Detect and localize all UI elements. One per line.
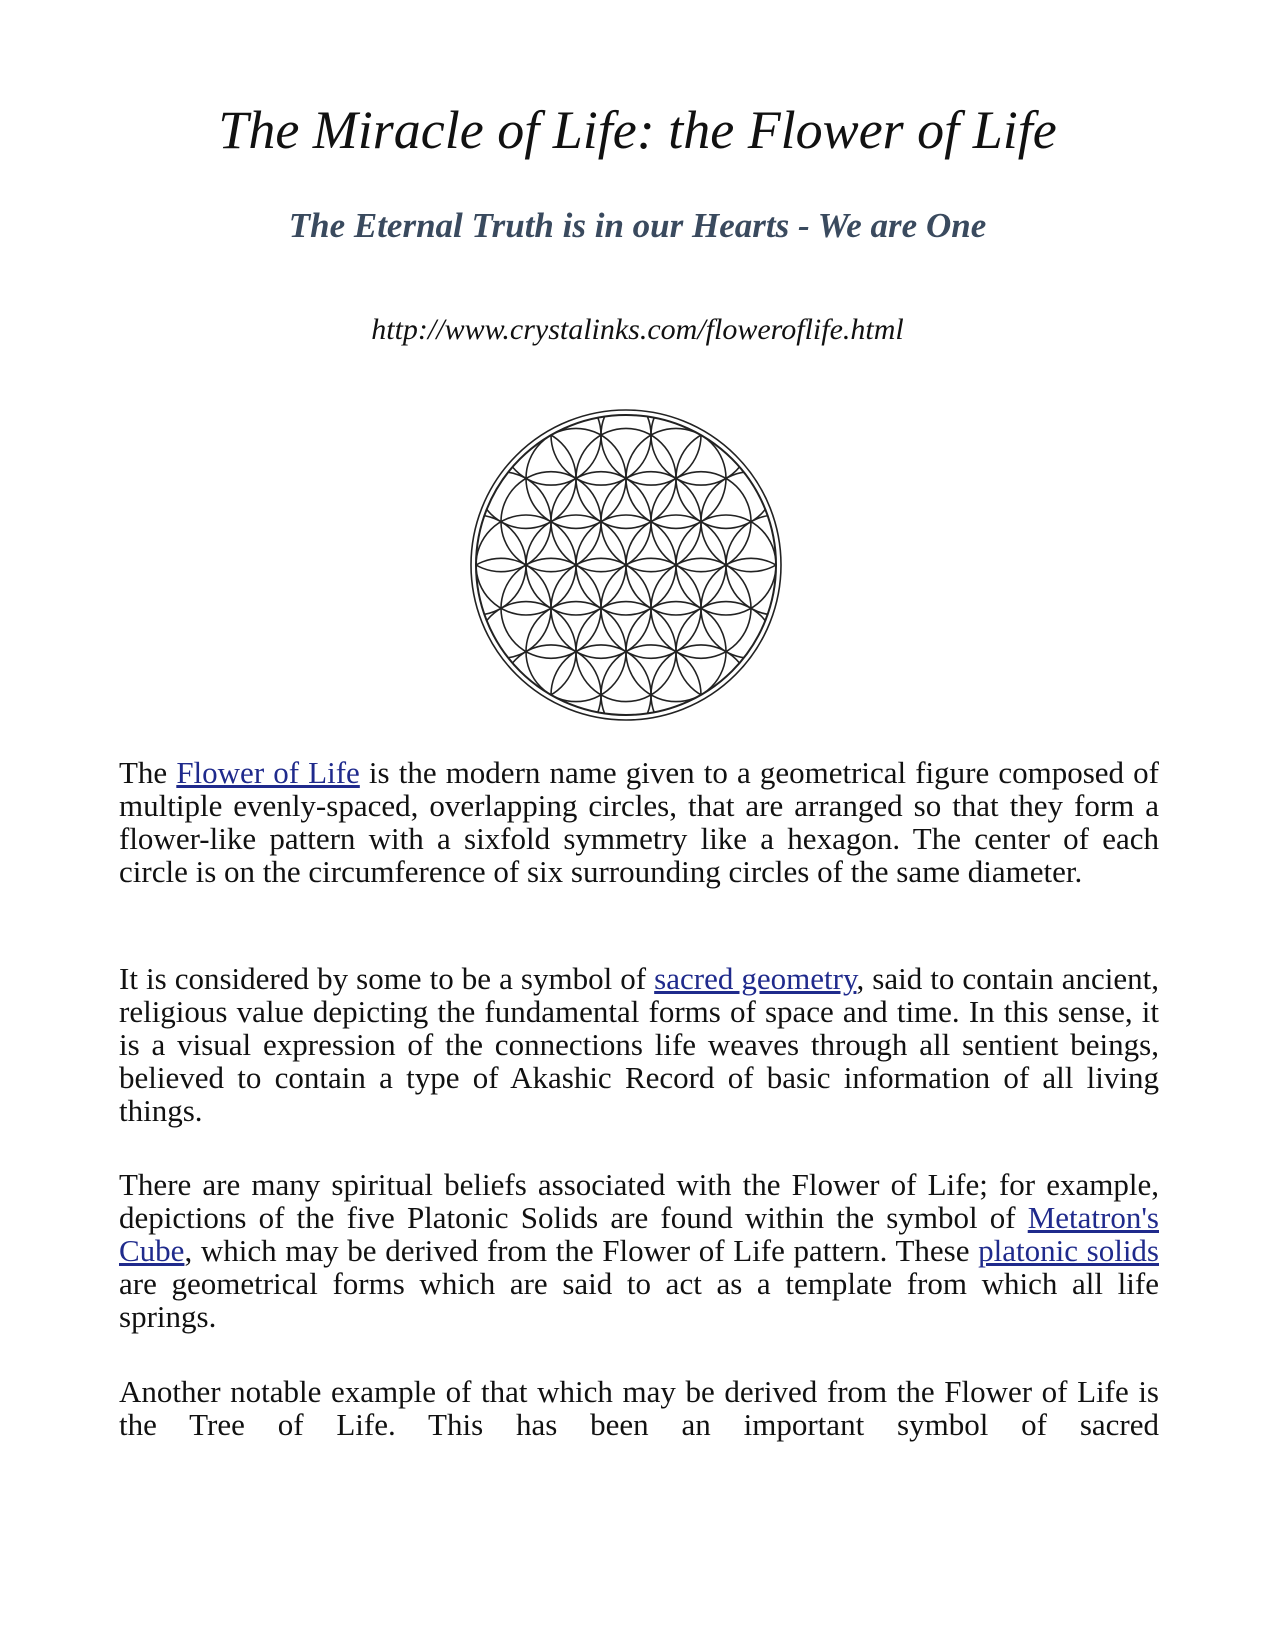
paragraph-text: Another notable example of that which may be derived from the Flower of Life is the Tree of Life. This has been an important symbol of sacred <box>119 1374 1159 1442</box>
page-title: The Miracle of Life: the Flower of Life <box>218 100 1057 160</box>
flower-circle <box>701 558 786 658</box>
paragraph-text: There are many spiritual beliefs associated with the Flower of Life; for example, depictions of the five Platonic Solids are found within the symbol of <box>119 1167 1159 1235</box>
paragraph-text: The <box>119 755 177 790</box>
flower-circle <box>651 405 751 485</box>
flower-circle <box>466 558 551 658</box>
paragraph-text: , said to contain ancient, religious value depicting the fundamental forms of space and time. In this sense, it is a visual expression of the connections life weaves through all sentient beings, believed to contain a type of Akashic Record of basic information of all living things. <box>119 961 1159 1128</box>
paragraph-text: , which may be derived from the Flower of Life pattern. These <box>184 1233 979 1268</box>
metatrons-cube-link[interactable]: Metatron's Cube <box>119 1200 1159 1268</box>
page-subtitle: The Eternal Truth is in our Hearts - We are One <box>288 206 987 245</box>
flower-circle <box>701 472 786 572</box>
paragraph-text: It is considered by some to be a symbol of <box>119 961 655 996</box>
flower-circle <box>501 405 601 485</box>
flower-of-life-icon <box>466 405 786 725</box>
source-url: http://www.crystalinks.com/floweroflife.html <box>371 313 904 346</box>
paragraph-text: are geometrical forms which are said to act as a template from which all life springs. <box>119 1266 1159 1334</box>
paragraph-1 <box>119 756 1159 888</box>
flower-circle <box>466 472 551 572</box>
platonic-solids-link[interactable]: platonic solids <box>978 1233 1159 1268</box>
paragraph-3 <box>119 1168 1159 1333</box>
paragraph-4 <box>119 1375 1159 1441</box>
flower-circle <box>501 645 601 725</box>
paragraph-2 <box>119 962 1159 1127</box>
sacred-geometry-link[interactable]: sacred geometry <box>654 961 857 996</box>
flower-circle <box>651 645 751 725</box>
flower-of-life-link[interactable]: Flower of Life <box>176 755 360 790</box>
paragraph-text: is the modern name given to a geometrical figure composed of multiple evenly-spaced, overlapping circles, that are arranged so that they form a flower-like pattern with a sixfold symmetry like a hexagon. The center of each circle is on the circumference of six surrounding circles of the same diameter. <box>119 755 1159 889</box>
